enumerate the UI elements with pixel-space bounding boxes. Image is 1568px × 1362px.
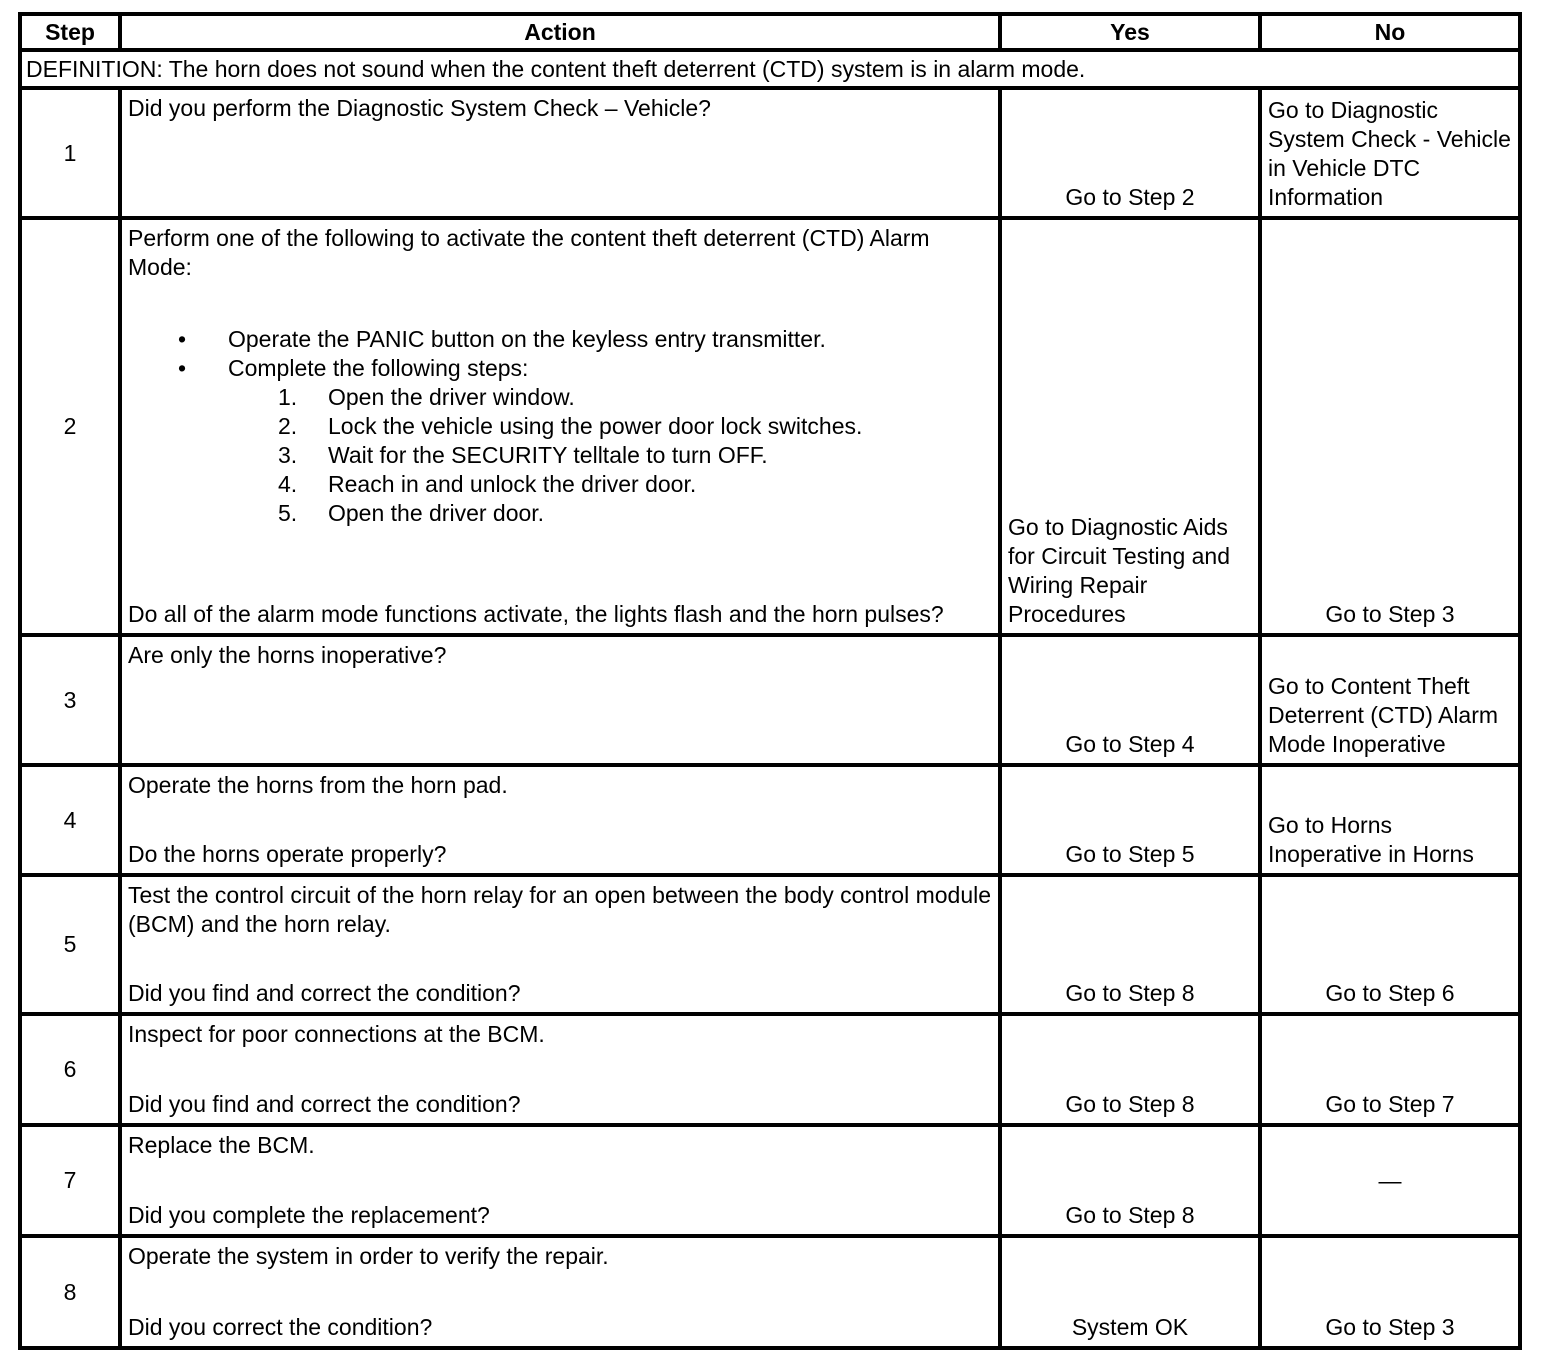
diagnostic-table bbox=[18, 12, 1522, 1350]
action-cell bbox=[120, 218, 1000, 635]
action-cell bbox=[120, 635, 1000, 765]
step-number: 2 bbox=[20, 218, 120, 635]
yes-cell bbox=[1000, 218, 1260, 635]
no-link[interactable]: Go to Content Theft Deterrent (CTD) Alarm Mode Inoperative bbox=[1268, 673, 1499, 757]
step-number: 3 bbox=[20, 635, 120, 765]
yes-cell bbox=[1000, 1125, 1260, 1236]
yes-cell bbox=[1000, 765, 1260, 875]
no-cell bbox=[1260, 635, 1520, 765]
list-item: 4. Reach in and unlock the driver door. bbox=[278, 471, 697, 497]
no-link[interactable]: Go to Step 6 bbox=[1325, 980, 1455, 1006]
action-cell bbox=[120, 1125, 1000, 1236]
yes-link[interactable]: Go to Diagnostic Aids for Circuit Testing and Wiring Repair Procedures bbox=[1008, 514, 1231, 627]
step-number: 7 bbox=[20, 1125, 120, 1236]
list-item: 5. Open the driver door. bbox=[278, 500, 545, 526]
list-item: • Operate the PANIC button on the keyless entry transmitter. bbox=[178, 326, 826, 352]
action-text: Are only the horns inoperative? bbox=[128, 642, 447, 668]
yes-link[interactable]: Go to Step 5 bbox=[1065, 841, 1195, 867]
action-text: Did you perform the Diagnostic System Check – Vehicle? bbox=[128, 95, 711, 121]
table-row bbox=[20, 88, 1520, 218]
action-question: Do the horns operate properly? bbox=[128, 841, 447, 867]
action-question: Did you find and correct the condition? bbox=[128, 980, 521, 1006]
no-link[interactable]: Go to Diagnostic System Check - Vehicle in Vehicle DTC Information bbox=[1268, 97, 1511, 210]
yes-link[interactable]: Go to Step 8 bbox=[1065, 1202, 1195, 1228]
no-link[interactable]: Go to Horns Inoperative in Horns bbox=[1268, 812, 1474, 867]
bullet-list bbox=[128, 325, 992, 383]
substep-list bbox=[228, 383, 992, 528]
action-question: Did you find and correct the condition? bbox=[128, 1091, 521, 1117]
definition-row bbox=[20, 50, 1520, 88]
step-number: 6 bbox=[20, 1014, 120, 1125]
no-value: — bbox=[1378, 1167, 1402, 1193]
no-cell bbox=[1260, 1125, 1520, 1236]
action-cell bbox=[120, 1014, 1000, 1125]
yes-link[interactable]: Go to Step 4 bbox=[1065, 731, 1195, 757]
header-yes: Yes bbox=[1000, 14, 1260, 50]
yes-cell bbox=[1000, 1236, 1260, 1348]
table-row bbox=[20, 765, 1520, 875]
action-cell bbox=[120, 765, 1000, 875]
list-item: 2. Lock the vehicle using the power door lock switches. bbox=[278, 413, 863, 439]
header-action: Action bbox=[120, 14, 1000, 50]
yes-link[interactable]: Go to Step 8 bbox=[1065, 1091, 1195, 1117]
action-text: Replace the BCM. bbox=[128, 1132, 315, 1158]
action-question: Did you correct the condition? bbox=[128, 1314, 433, 1340]
table-row bbox=[20, 1125, 1520, 1236]
step-number: 5 bbox=[20, 875, 120, 1014]
list-item: 1. Open the driver window. bbox=[278, 384, 575, 410]
table-row bbox=[20, 1236, 1520, 1348]
no-cell bbox=[1260, 218, 1520, 635]
yes-value: System OK bbox=[1071, 1314, 1189, 1340]
header-row bbox=[20, 14, 1520, 50]
no-cell bbox=[1260, 88, 1520, 218]
no-link[interactable]: Go to Step 3 bbox=[1325, 601, 1455, 627]
step-number: 4 bbox=[20, 765, 120, 875]
step-number: 1 bbox=[20, 88, 120, 218]
no-cell bbox=[1260, 765, 1520, 875]
no-cell bbox=[1260, 1014, 1520, 1125]
list-item: 3. Wait for the SECURITY telltale to turn OFF. bbox=[278, 442, 768, 468]
no-link[interactable]: Go to Step 3 bbox=[1325, 1314, 1455, 1340]
header-no: No bbox=[1260, 14, 1520, 50]
table-row bbox=[20, 218, 1520, 635]
step-number: 8 bbox=[20, 1236, 120, 1348]
action-text: Test the control circuit of the horn relay for an open between the body control module (BCM) and the horn relay. bbox=[128, 882, 992, 937]
table-row bbox=[20, 875, 1520, 1014]
definition-text: DEFINITION: The horn does not sound when the content theft deterrent (CTD) system is in alarm mode. bbox=[20, 50, 1520, 88]
action-cell bbox=[120, 875, 1000, 1014]
no-link[interactable]: Go to Step 7 bbox=[1325, 1091, 1455, 1117]
table-row bbox=[20, 635, 1520, 765]
action-question: Do all of the alarm mode functions activate, the lights flash and the horn pulses? bbox=[128, 601, 944, 627]
no-cell bbox=[1260, 1236, 1520, 1348]
yes-cell bbox=[1000, 88, 1260, 218]
yes-cell bbox=[1000, 1014, 1260, 1125]
action-cell bbox=[120, 88, 1000, 218]
action-text: Operate the horns from the horn pad. bbox=[128, 772, 508, 798]
yes-link[interactable]: Go to Step 8 bbox=[1065, 980, 1195, 1006]
yes-cell bbox=[1000, 635, 1260, 765]
action-text: Inspect for poor connections at the BCM. bbox=[128, 1021, 545, 1047]
yes-cell bbox=[1000, 875, 1260, 1014]
header-step: Step bbox=[20, 14, 120, 50]
action-text: Operate the system in order to verify the repair. bbox=[128, 1243, 609, 1269]
action-cell bbox=[120, 1236, 1000, 1348]
list-item: • Complete the following steps: bbox=[178, 355, 529, 381]
table-row bbox=[20, 1014, 1520, 1125]
action-question: Did you complete the replacement? bbox=[128, 1202, 490, 1228]
action-text: Perform one of the following to activate the content theft deterrent (CTD) Alarm Mode: bbox=[128, 225, 930, 280]
yes-link[interactable]: Go to Step 2 bbox=[1065, 184, 1195, 210]
no-cell bbox=[1260, 875, 1520, 1014]
